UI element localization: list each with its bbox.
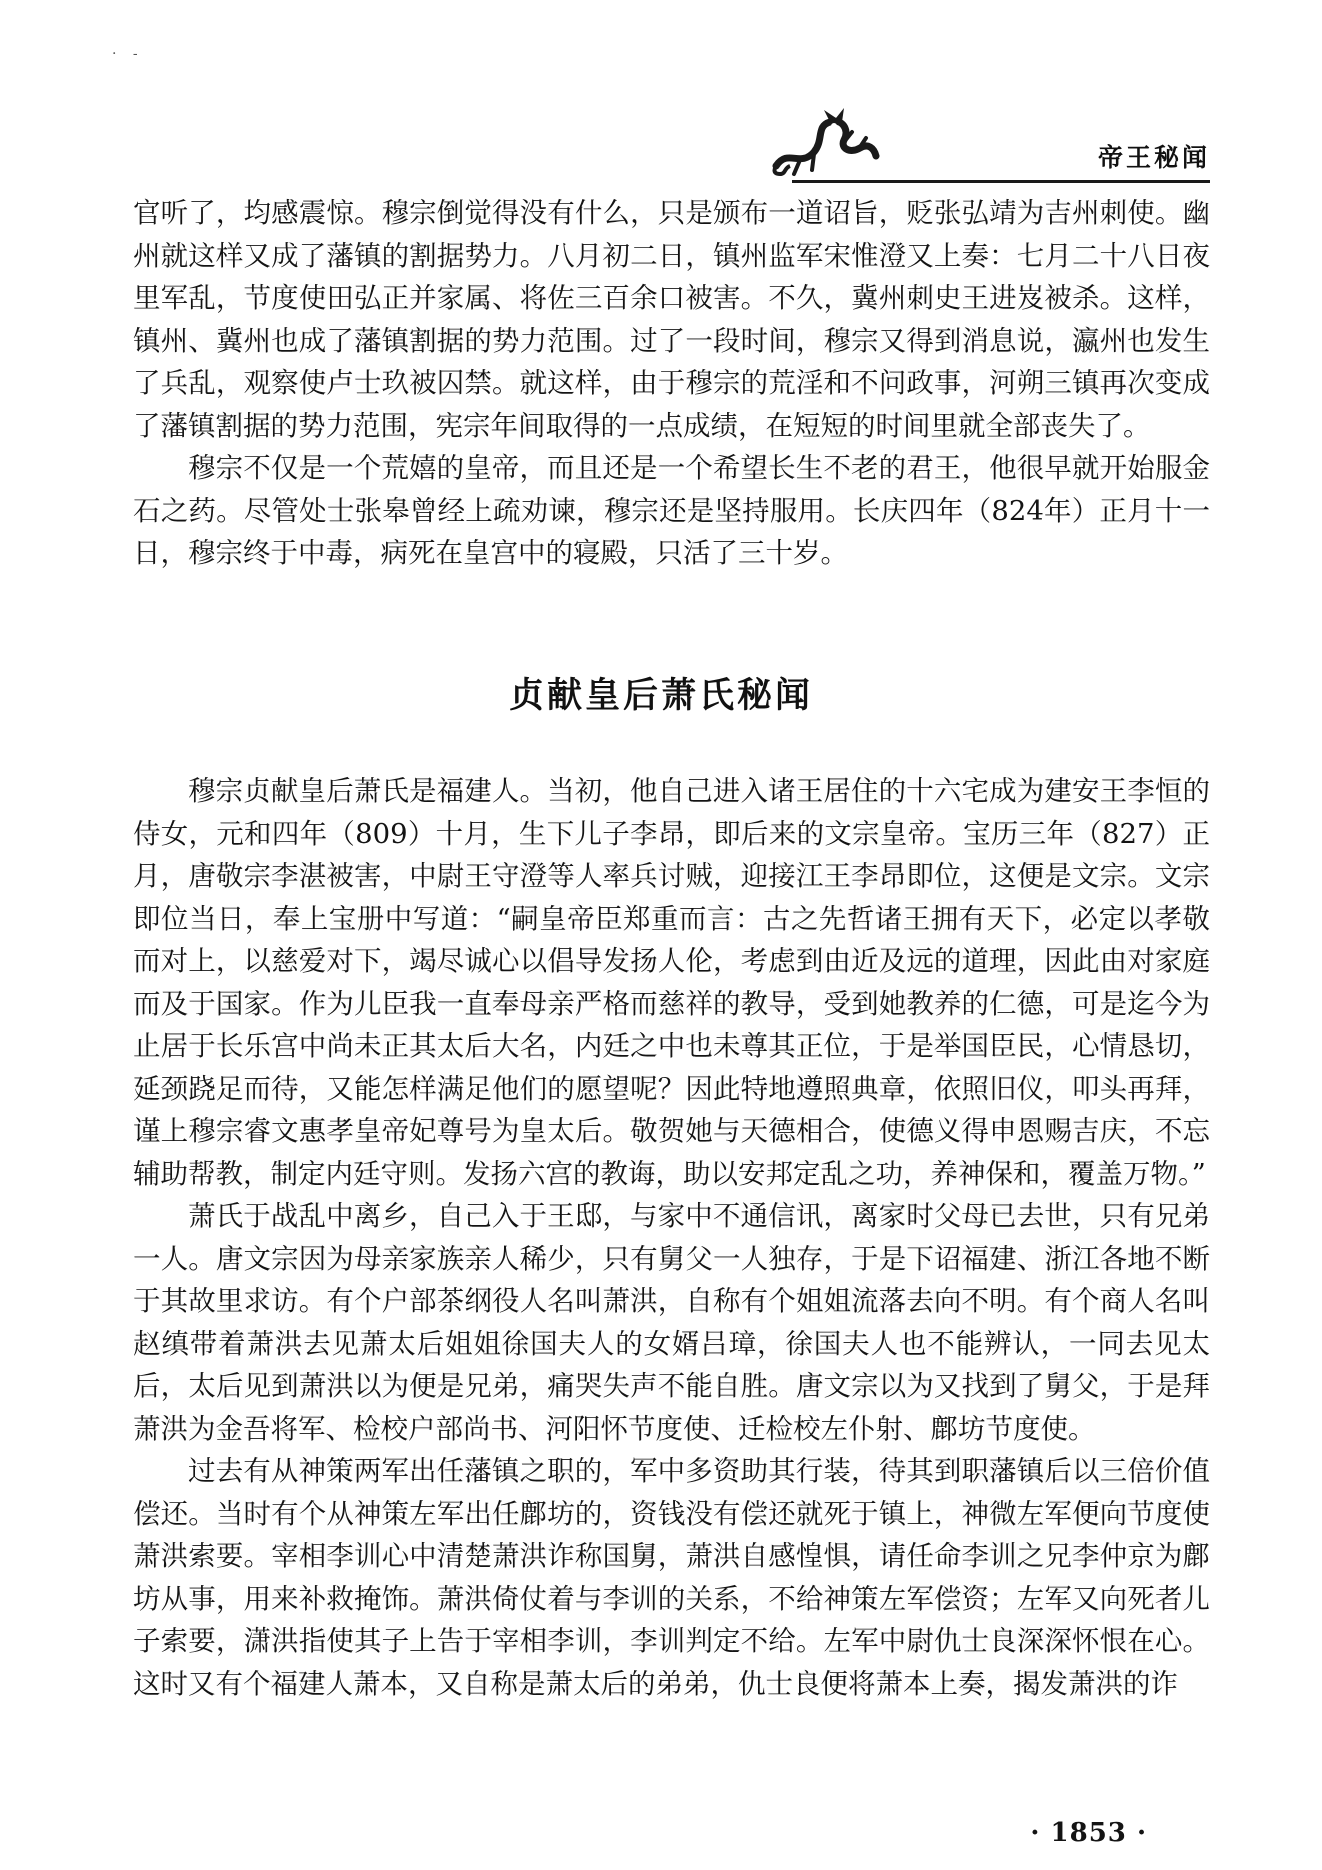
page-number: · 1853 · [1030, 1818, 1147, 1848]
header-title: 帝王秘闻 [1097, 143, 1210, 172]
corner-marks: · - [112, 46, 144, 62]
paragraph: 穆宗不仅是一个荒嬉的皇帝，而且还是一个希望长生不老的君王，他很早就开始服金石之药。尽管处士张皋曾经上疏劝谏，穆宗还是坚持服用。长庆四年（824年）正月十一日，穆宗终于中毒，病死在皇宫中的寝殿，只活了三十岁。 [133, 452, 1210, 569]
section-title: 贞献皇后萧氏秘闻 [508, 676, 813, 716]
header-rule [792, 180, 1210, 183]
paragraph: 过去有从神策两军出任藩镇之职的，军中多资助其行装，待其到职藩镇后以三倍价值偿还。当时有个从神策左军出任鄜坊的，资钱没有偿还就死于镇上，神微左军便向节度使萧洪索要。宰相李训心中清楚萧洪诈称国舅，萧洪自感惶惧，请任命李训之兄李仲京为鄜坊从事，用来补救掩饰。萧洪倚仗着与李训的关系，不给神策左军偿资；左军又向死者儿子索要，潇洪指使其子上告于宰相李训，李训判定不给。左军中尉仇士良深深怀恨在心。这时又有个福建人萧本，又自称是萧太后的弟弟，仇士良便将萧本上奏，揭发萧洪的诈 [133, 1455, 1210, 1700]
top-text-block [133, 192, 1210, 575]
dragon-logo-icon [770, 108, 880, 180]
paragraph: 穆宗贞献皇后萧氏是福建人。当初，他自己进入诸王居住的十六宅成为建安王李恒的侍女，元和四年（809）十月，生下儿子李昂，即后来的文宗皇帝。宝历三年（827）正月，唐敬宗李湛被害，中尉王守澄等人率兵讨贼，迎接江王李昂即位，这便是文宗。文宗即位当日，奉上宝册中写道：“嗣皇帝臣郑重而言：古之先哲诸王拥有天下，必定以孝敬而对上，以慈爱对下，竭尽诚心以倡导发扬人伦，考虑到由近及远的道理，因此由对家庭而及于国家。作为儿臣我一直奉母亲严格而慈祥的教导，受到她教养的仁德，可是迄今为止居于长乐宫中尚未正其太后大名，内廷之中也未尊其正位，于是举国臣民，心情恳切，延颈跷足而待，又能怎样满足他们的愿望呢？因此特地遵照典章，依照旧仪，叩头再拜，谨上穆宗睿文惠孝皇帝妃尊号为皇太后。敬贺她与天德相合，使德义得申恩赐吉庆，不忘辅助帮教，制定内廷守则。发扬六宫的教诲，助以安邦定乱之功，养神保和，覆盖万物。” [133, 775, 1210, 1190]
main-text-block [133, 770, 1210, 1705]
paragraph: 萧氏于战乱中离乡，自己入于王邸，与家中不通信讯，离家时父母已去世，只有兄弟一人。唐文宗因为母亲家族亲人稀少，只有舅父一人独存，于是下诏福建、浙江各地不断于其故里求访。有个户部茶纲役人名叫萧洪，自称有个姐姐流落去向不明。有个商人名叫赵缜带着萧洪去见萧太后姐姐徐国夫人的女婿吕璋，徐国夫人也不能辨认，一同去见太后，太后见到萧洪以为便是兄弟，痛哭失声不能自胜。唐文宗以为又找到了舅父，于是拜萧洪为金吾将军、检校户部尚书、河阳怀节度使、迁检校左仆射、鄜坊节度使。 [133, 1200, 1210, 1445]
paragraph: 官听了，均感震惊。穆宗倒觉得没有什么，只是颁布一道诏旨，贬张弘靖为吉州刺使。幽州就这样又成了藩镇的割据势力。八月初二日，镇州监军宋惟澄又上奏：七月二十八日夜里军乱，节度使田弘正并家属、将佐三百余口被害。不久，冀州刺史王进岌被杀。这样，镇州、冀州也成了藩镇割据的势力范围。过了一段时间，穆宗又得到消息说，瀛州也发生了兵乱，观察使卢士玖被囚禁。就这样，由于穆宗的荒淫和不问政事，河朔三镇再次变成了藩镇割据的势力范围，宪宗年间取得的一点成绩，在短短的时间里就全部丧失了。 [133, 197, 1210, 442]
running-header [770, 108, 1210, 188]
